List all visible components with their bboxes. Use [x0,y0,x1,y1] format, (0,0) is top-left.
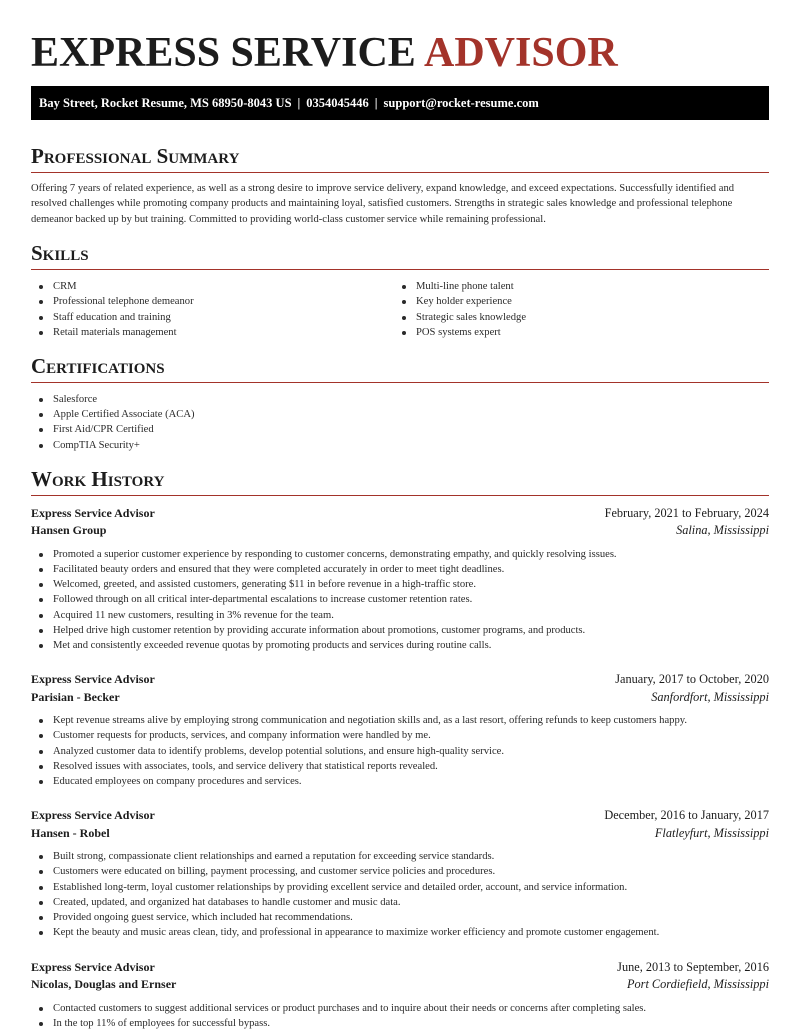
skill-text: Key holder experience [416,296,512,308]
job-bullet [31,925,769,940]
certification-item [31,392,769,407]
job-company-row [31,689,769,707]
bullet-icon [39,719,43,723]
certifications-section [31,352,769,453]
skill-text: CRM [53,281,77,293]
job-bullet [31,608,769,623]
job-bullet [31,880,769,895]
job-location: Salina, Mississippi [676,523,769,538]
job-entry [31,807,769,940]
skills-columns [31,279,769,340]
skills-left-list [31,279,394,340]
bullet-icon [39,331,43,335]
bullet-icon [39,855,43,859]
job-bullet-text: Analyzed customer data to identify problems, develop potential solutions, and ensure high-quality service. [53,745,504,757]
job-bullet-text: Acquired 11 new customers, resulting in 3% revenue for the team. [53,609,334,621]
job-bullets [31,713,769,789]
job-bullet [31,895,769,910]
job-bullet [31,864,769,879]
skill-item [394,294,757,309]
job-bullet-text: Educated employees on company procedures and services. [53,776,302,788]
job-title: Express Service Advisor [31,505,155,520]
job-bullet-text: Created, updated, and organized hat databases to handle customer and music data. [53,896,401,908]
job-bullet-text: Promoted a superior customer experience by responding to customer concerns, demonstrating empathy, and quickly resolving issues. [53,548,617,560]
job-title-row [31,807,769,825]
job-bullet [31,592,769,607]
job-bullet-text: Provided ongoing guest service, which included hat recommendations. [53,912,353,924]
contact-address: Bay Street, Rocket Resume, MS 68950-8043 US [39,96,292,110]
skill-item [394,310,757,325]
job-bullet-text: Facilitated beauty orders and ensured that they were completed accurately in order to meet tight deadlines. [53,564,505,576]
bullet-icon [39,644,43,648]
job-bullet [31,547,769,562]
job-bullet-text: Customers were educated on billing, payment processing, and customer service policies and procedures. [53,866,496,878]
job-bullet-text: Built strong, compassionate client relationships and earned a reputation for exceeding service standards. [53,851,495,863]
bullet-icon [39,931,43,935]
job-dates: June, 2013 to September, 2016 [617,959,769,974]
job-dates: February, 2021 to February, 2024 [604,505,769,520]
skill-item [394,279,757,294]
certifications-heading: Certifications [31,352,769,383]
bullet-icon [39,734,43,738]
job-bullet-text: Helped drive high customer retention by providing accurate information about promotions, customer programs, and products. [53,624,586,636]
job-bullet [31,1016,769,1031]
job-company-row [31,976,769,994]
certification-text: CompTIA Security+ [53,439,140,451]
skill-text: Professional telephone demeanor [53,296,194,308]
job-location: Port Cordiefield, Mississippi [627,977,769,991]
job-company: Parisian - Becker [31,689,120,704]
skill-item [31,294,394,309]
bullet-icon [39,870,43,874]
skill-item [31,279,394,294]
work-history-section [31,465,769,1031]
bullet-icon [39,1007,43,1011]
job-bullet [31,728,769,743]
bullet-icon [39,413,43,417]
job-dates: January, 2017 to October, 2020 [615,672,769,687]
job-bullet-text: Contacted customers to suggest additional services or product purchases and to inquire about their needs or concerns after completing sales. [53,1002,647,1014]
certifications-list [31,392,769,453]
certification-item [31,438,769,453]
job-bullet [31,910,769,925]
job-bullet-text: Established long-term, loyal customer relationships by providing excellent service and detailed order, account, and service information. [53,881,628,893]
bullet-icon [39,316,43,320]
certification-text: Apple Certified Associate (ACA) [53,409,195,421]
bullet-icon [402,285,406,289]
job-title: Express Service Advisor [31,808,155,823]
job-bullet [31,849,769,864]
job-bullets [31,547,769,653]
bullet-icon [39,428,43,432]
job-title: Express Service Advisor [31,959,155,974]
certification-text: First Aid/CPR Certified [53,424,154,436]
skills-heading: Skills [31,239,769,270]
skill-text: Multi-line phone talent [416,281,514,293]
name-main: EXPRESS SERVICE [31,30,424,76]
bullet-icon [402,331,406,335]
contact-bar [31,86,769,120]
job-bullet-text: Customer requests for products, services, and company information were handled by me. [53,730,431,742]
bullet-icon [39,444,43,448]
resume-name [31,0,769,77]
skill-text: POS systems expert [416,326,501,338]
job-title-row [31,959,769,977]
contact-phone[interactable]: 0354045446 [306,96,369,110]
skill-item [394,325,757,340]
job-bullet-text: Followed through on all critical inter-departmental escalations to increase customer retention rates. [53,594,473,606]
bullet-icon [39,598,43,602]
job-bullet [31,577,769,592]
contact-separator: | [374,96,378,110]
work-history-heading: Work History [31,465,769,496]
bullet-icon [39,750,43,754]
summary-heading: Professional Summary [31,142,769,173]
job-bullet-text: Kept the beauty and music areas clean, tidy, and professional in appearance to maximize worker efficiency and promote customer engagement. [53,927,660,939]
bullet-icon [39,300,43,304]
job-title-row [31,671,769,689]
job-title: Express Service Advisor [31,672,155,687]
bullet-icon [39,398,43,402]
job-bullet [31,562,769,577]
skill-item [31,325,394,340]
contact-email[interactable]: support@rocket-resume.com [383,96,539,110]
skill-text: Strategic sales knowledge [416,311,527,323]
bullet-icon [402,316,406,320]
resume-page [31,0,769,1031]
skill-text: Retail materials management [53,326,177,338]
job-bullet-text: Welcomed, greeted, and assisted customers, generating $11 in before revenue in a high-traffic store. [53,579,477,591]
job-bullet [31,1001,769,1016]
job-company-row [31,825,769,843]
bullet-icon [39,780,43,784]
bullet-icon [39,916,43,920]
summary-section [31,142,769,227]
job-bullet [31,713,769,728]
bullet-icon [39,886,43,890]
bullet-icon [39,901,43,905]
bullet-icon [39,1022,43,1026]
name-accent: ADVISOR [424,30,618,76]
bullet-icon [39,583,43,587]
bullet-icon [39,285,43,289]
bullet-icon [402,300,406,304]
job-entry [31,959,769,1031]
summary-text: Offering 7 years of related experience, as well as a strong desire to improve service delivery, expand knowledge, and exceed expectations. Successfully identified and resolved challenges while promoting company products and maintaining loyal, satisfied customers. Strengths in strategic sales knowledge and professional telephone demeanor backed up by but training. Committed to providing world-class customer service while remaining professional. [31,183,735,225]
bullet-icon [39,629,43,633]
job-location: Flatleyfurt, Mississippi [654,825,769,840]
job-company: Nicolas, Douglas and Ernser [31,977,177,991]
bullet-icon [39,614,43,618]
contact-separator: | [297,96,301,110]
skills-section [31,239,769,340]
job-location: Sanfordfort, Mississippi [651,689,769,704]
job-bullet-text: Kept revenue streams alive by employing strong communication and negotiation skills and, as a last resort, offering refunds to keep customers happy. [53,715,687,727]
bullet-icon [39,568,43,572]
job-company: Hansen Group [31,523,107,538]
job-bullet [31,759,769,774]
job-bullet-text: Resolved issues with associates, tools, and service delivery that statistical reports revealed. [53,760,438,772]
job-entry [31,671,769,789]
bullet-icon [39,765,43,769]
job-bullet-text: Met and consistently exceeded revenue quotas by promoting products and services during routine calls. [53,640,492,652]
job-bullet [31,744,769,759]
job-bullet-text: In the top 11% of employees for successful bypass. [53,1017,271,1029]
job-bullet [31,774,769,789]
bullet-icon [39,553,43,557]
job-bullet [31,638,769,653]
skills-right-list [394,279,757,340]
certification-text: Salesforce [53,394,98,406]
job-title-row [31,505,769,523]
job-company-row [31,522,769,540]
certification-item [31,407,769,422]
skill-text: Staff education and training [53,311,171,323]
job-bullets [31,1001,769,1031]
job-bullets [31,849,769,940]
job-bullet [31,623,769,638]
job-company: Hansen - Robel [31,825,110,840]
certification-item [31,422,769,437]
skill-item [31,310,394,325]
job-dates: December, 2016 to January, 2017 [604,808,769,823]
job-entry [31,505,769,653]
